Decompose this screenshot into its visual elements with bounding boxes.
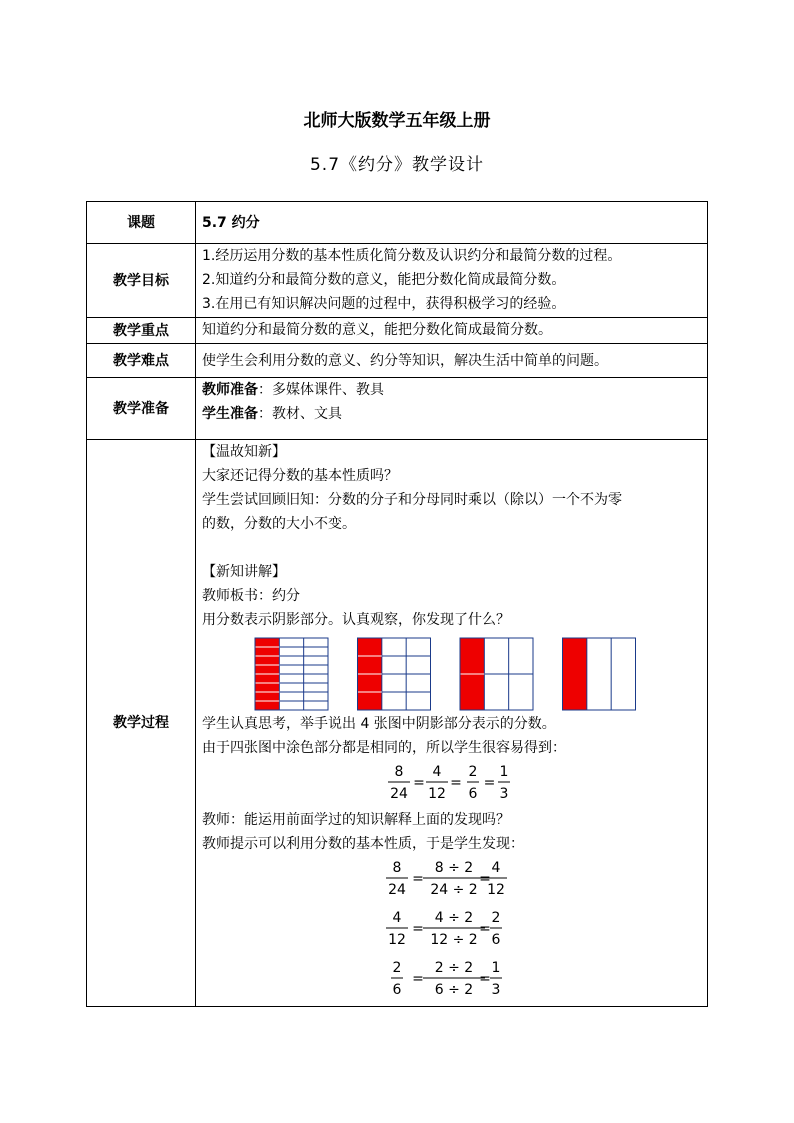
- numerator: 4: [432, 764, 442, 780]
- fraction: [386, 860, 408, 898]
- fraction: [388, 764, 410, 802]
- fraction: [423, 910, 485, 948]
- equals-sign: =: [412, 871, 424, 887]
- equals-sign: =: [450, 775, 462, 791]
- goal-item: 3.在用已有知识解决问题的过程中，获得积极学习的经验。: [202, 296, 566, 312]
- denominator: 3: [491, 982, 501, 998]
- denominator: 6: [468, 786, 478, 802]
- topic-value: 5.7 约分: [196, 202, 708, 244]
- board-note: 教师板书：约分: [202, 588, 300, 604]
- fraction-figures-svg: [202, 636, 692, 712]
- fraction: [498, 764, 510, 802]
- difficulty-label: 教学难点: [87, 344, 196, 378]
- goals-label: 教学目标: [87, 244, 196, 318]
- equivalence-chain: [202, 760, 701, 808]
- process-cell: [196, 440, 708, 1007]
- equivalence-chain-svg: [202, 760, 692, 808]
- numerator: 8 ÷ 2: [434, 860, 474, 876]
- process-label: 教学过程: [87, 440, 196, 1007]
- key-value: 知道约分和最简分数的意义，能把分数化简成最简分数。: [196, 318, 708, 344]
- numerator: 4: [491, 860, 501, 876]
- numerator: 2: [392, 960, 402, 976]
- shaded-region: [563, 638, 587, 710]
- page-title: 北师大版数学五年级上册: [303, 111, 491, 131]
- equals-sign: =: [412, 971, 424, 987]
- review-heading: 【温故知新】: [202, 444, 286, 460]
- observe-prompt: 用分数表示阴影部分。认真观察，你发现了什么？: [202, 612, 510, 628]
- fraction: [386, 910, 408, 948]
- goal-item: 2.知道约分和最简分数的意义，能把分数化简成最简分数。: [202, 272, 566, 288]
- teacher-question: 教师：能运用前面学过的知识解释上面的发现吗？: [202, 812, 510, 828]
- equals-sign: =: [479, 971, 491, 987]
- student-prep: 学生准备：教材、文具: [202, 406, 342, 422]
- fraction: [391, 960, 403, 998]
- fraction: [426, 764, 448, 802]
- equals-sign: =: [479, 871, 491, 887]
- denominator: 12 ÷ 2: [430, 932, 478, 948]
- topic-label: 课题: [87, 202, 196, 244]
- numerator: 2 ÷ 2: [434, 960, 474, 976]
- denominator: 24 ÷ 2: [430, 882, 478, 898]
- numerator: 4: [392, 910, 402, 926]
- prep-label: 教学准备: [87, 378, 196, 440]
- goal-item: 1.经历运用分数的基本性质化简分数及认识约分和最简分数的过程。: [202, 248, 622, 264]
- new-heading: 【新知讲解】: [202, 564, 286, 580]
- page-subtitle: 5.7《约分》教学设计: [309, 155, 485, 175]
- lesson-table: [86, 201, 708, 1007]
- denominator: 12: [388, 932, 406, 948]
- numerator: 1: [499, 764, 509, 780]
- numerator: 4 ÷ 2: [434, 910, 474, 926]
- denominator: 6: [392, 982, 402, 998]
- review-answer-cont: 的数，分数的大小不变。: [202, 516, 356, 532]
- numerator: 1: [491, 960, 501, 976]
- denominator: 24: [390, 786, 408, 802]
- fraction-figure: [460, 638, 533, 710]
- numerator: 8: [394, 764, 404, 780]
- derive-text: 由于四张图中涂色部分都是相同的，所以学生很容易得到：: [202, 740, 566, 756]
- fraction-figure: [255, 638, 328, 710]
- fraction-figure: [563, 638, 636, 710]
- equals-sign: =: [412, 921, 424, 937]
- review-answer: 学生尝试回顾旧知：分数的分子和分母同时乘以（除以）一个不为零: [202, 492, 622, 508]
- difficulty-value: 使学生会利用分数的意义、约分等知识，解决生活中简单的问题。: [196, 344, 708, 378]
- fraction: [490, 910, 502, 948]
- numerator: 2: [468, 764, 478, 780]
- denominator: 6 ÷ 2: [434, 982, 474, 998]
- denominator: 3: [499, 786, 509, 802]
- equals-sign: =: [483, 775, 496, 791]
- fraction: [423, 860, 485, 898]
- fraction-figure: [358, 638, 431, 710]
- goals-cell: [196, 244, 708, 318]
- fraction: [490, 960, 502, 998]
- numerator: 2: [491, 910, 501, 926]
- fraction-figures: [202, 632, 701, 712]
- simplification-steps-svg: [202, 856, 692, 1006]
- numerator: 8: [392, 860, 402, 876]
- review-question: 大家还记得分数的基本性质吗？: [202, 468, 398, 484]
- equals-sign: =: [479, 921, 491, 937]
- teacher-prep: 教师准备：多媒体课件、教具: [202, 382, 384, 398]
- fraction: [467, 764, 479, 802]
- denominator: 12: [428, 786, 446, 802]
- prep-cell: [196, 378, 708, 440]
- teacher-hint: 教师提示可以利用分数的基本性质，于是学生发现：: [202, 836, 524, 852]
- fraction: [423, 960, 485, 998]
- equals-sign: =: [413, 775, 425, 791]
- key-label: 教学重点: [87, 318, 196, 344]
- denominator: 12: [487, 882, 505, 898]
- think-text: 学生认真思考，举手说出 4 张图中阴影部分表示的分数。: [202, 716, 556, 732]
- denominator: 24: [388, 882, 406, 898]
- denominator: 6: [491, 932, 501, 948]
